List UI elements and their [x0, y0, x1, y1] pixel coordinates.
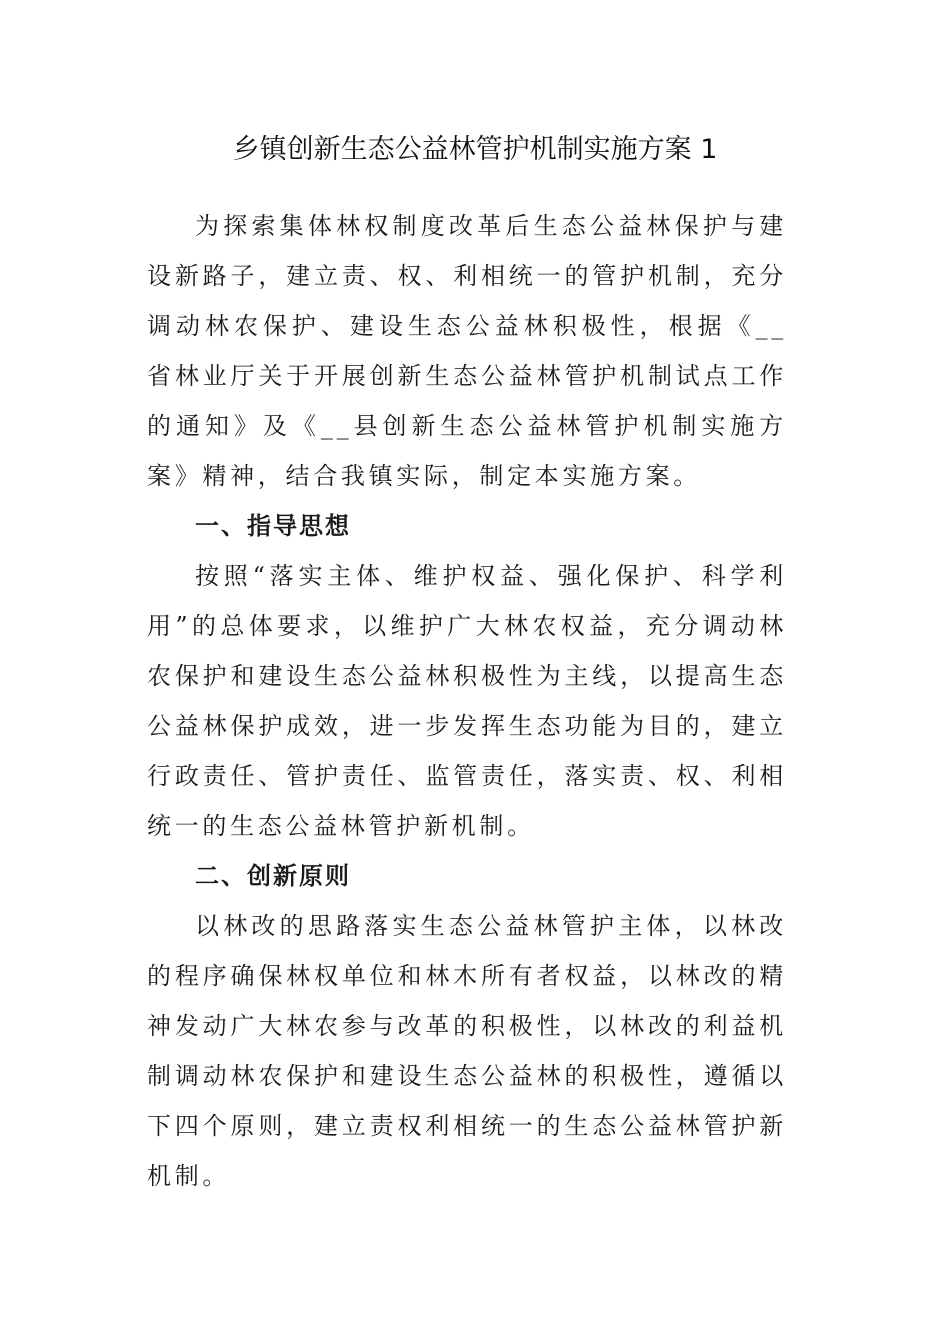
document-body	[147, 201, 787, 1201]
document-title: 乡镇创新生态公益林管护机制实施方案 1	[232, 134, 718, 165]
section-heading-guiding-ideology: 一、指导思想	[195, 512, 351, 540]
intro-paragraph: 为探索集体林权制度改革后生态公益林保护与建设新路子，建立责、权、利相统一的管护机制，充分调动林农保护、建设生态公益林积极性，根据《__省林业厅关于开展创新生态公益林管护机制试点工作的通知》及《__县创新生态公益林管护机制实施方案》精神，结合我镇实际，制定本实施方案。	[147, 212, 787, 490]
section-heading-innovation-principles: 二、创新原则	[195, 862, 351, 890]
innovation-principles-paragraph: 以林改的思路落实生态公益林管护主体，以林改的程序确保林权单位和林木所有者权益，以林改的精神发动广大林农参与改革的积极性，以林改的利益机制调动林农保护和建设生态公益林的积极性，遵循以下四个原则，建立责权利相统一的生态公益林管护新机制。	[147, 912, 787, 1190]
guiding-ideology-paragraph: 按照“落实主体、维护权益、强化保护、科学利用”的总体要求，以维护广大林农权益，充分调动林农保护和建设生态公益林积极性为主线，以提高生态公益林保护成效，进一步发挥生态功能为目的，建立行政责任、管护责任、监管责任，落实责、权、利相统一的生态公益林管护新机制。	[147, 562, 787, 840]
